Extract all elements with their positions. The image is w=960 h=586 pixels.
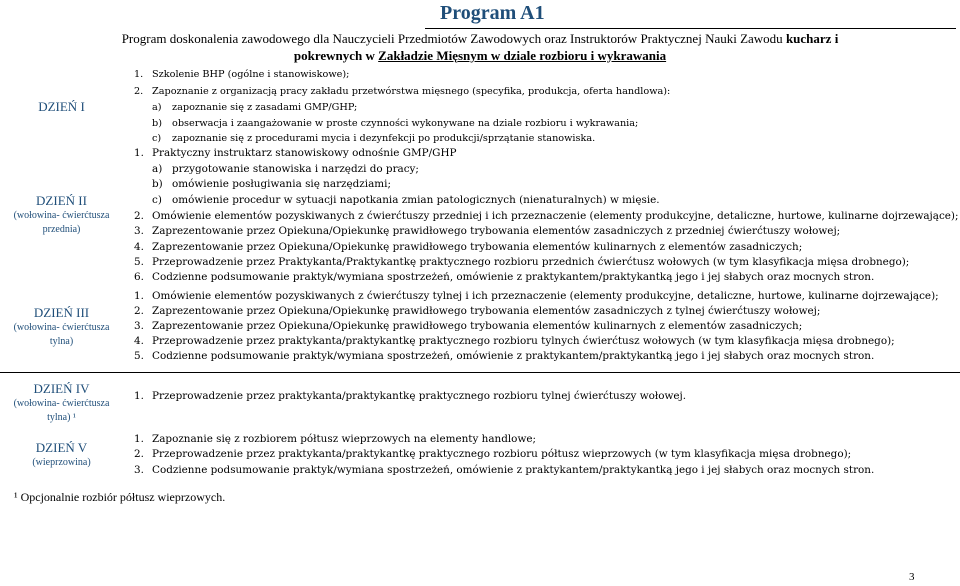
day2-item: [134, 241, 802, 254]
item-number: 1.: [134, 147, 144, 159]
item-text: obserwacja i zaangażowanie w proste czynności wykonywane na dziale rozbioru i wykrawania;: [172, 118, 639, 129]
item-number: 2.: [134, 305, 144, 317]
item-letter: b): [152, 118, 162, 129]
day-subtitle: przednia): [42, 224, 81, 235]
item-text: Zaprezentowanie przez Opiekuna/Opiekunkę prawidłowego trybowania elementów zasadniczych z tylnej ćwierćtuszy wołowej;: [152, 305, 821, 317]
item-number: 1.: [134, 69, 144, 80]
day-subtitle: (wieprzowina): [32, 457, 91, 468]
item-text: Przeprowadzenie przez praktykanta/praktykantkę praktycznego rozbioru tylnych ćwierćtusz wołowych (w tym klasyfikacja mięsa drobnego);: [152, 335, 895, 347]
item-letter: c): [152, 194, 162, 206]
item-text: Szkolenie BHP (ogólne i stanowiskowe);: [152, 69, 350, 80]
item-number: 4.: [134, 241, 144, 253]
program-description-text: Program doskonalenia zawodowego dla Nauczycieli Przedmiotów Zawodowych oraz Instruktorów Praktycznej Nauki Zawodu: [121, 31, 786, 46]
day-subtitle: (wołowina- ćwierćtusza: [13, 210, 110, 221]
item-number: 2.: [134, 448, 144, 460]
day1-subitem: [152, 132, 595, 145]
item-text: Codzienne podsumowanie praktyk/wymiana spostrzeżeń, omówienie z praktykantem/praktykantką jego i jej słabych oraz mocnych stron.: [152, 271, 875, 283]
day-2-label: [0, 193, 123, 237]
day1-item: [134, 85, 670, 98]
item-number: 5.: [134, 350, 144, 362]
item-number: 3.: [134, 464, 144, 476]
item-text: przygotowanie stanowiska i narzędzi do pracy;: [172, 163, 419, 175]
day3-item: [134, 290, 939, 303]
day2-item: [134, 271, 874, 284]
item-number: 1.: [134, 390, 144, 402]
item-text: omówienie procedur w sytuacji napotkania zmian patologicznych (nienaturalnych) w mięsie.: [172, 194, 660, 206]
item-text: zapoznanie się z zasadami GMP/GHP;: [172, 102, 358, 113]
section-divider: [0, 372, 960, 373]
item-text: Przeprowadzenie przez praktykanta/praktykantkę praktycznego rozbioru tylnej ćwierćtuszy wołowej.: [152, 390, 687, 402]
program-description-line2: [0, 48, 960, 64]
item-text: zapoznanie się z procedurami mycia i dezynfekcji po produkcji/sprzątanie stanowiska.: [172, 133, 596, 144]
day-name: DZIEŃ I: [38, 99, 85, 114]
item-letter: a): [152, 163, 163, 175]
page-title: Program A1: [440, 2, 545, 24]
day-1-label: [0, 99, 123, 115]
footnote: ¹ Opcjonalnie rozbiór półtusz wieprzowych.: [14, 490, 226, 504]
item-number: 3.: [134, 320, 144, 332]
page-number: 3: [909, 571, 915, 583]
item-number: 6.: [134, 271, 144, 283]
item-text: Zaprezentowanie przez Opiekuna/Opiekunkę prawidłowego trybowania elementów kulinarnych z elementów zasadniczych;: [152, 320, 803, 332]
item-number: 4.: [134, 335, 144, 347]
item-text: Zapoznanie z organizacją pracy zakładu przetwórstwa mięsnego (specyfika, produkcja, oferta handlowa):: [152, 86, 671, 97]
item-number: 2.: [134, 86, 144, 97]
item-text: Przeprowadzenie przez Praktykanta/Praktykantkę praktycznego rozbioru przednich ćwierćtusz wołowych (w tym klasyfikacja mięsa drobnego);: [152, 256, 910, 268]
day-name: DZIEŃ IV: [33, 381, 90, 396]
item-text: Codzienne podsumowanie praktyk/wymiana spostrzeżeń, omówienie z praktykantem/praktykantką jego i jej słabych oraz mocnych stron.: [152, 350, 875, 362]
item-letter: b): [152, 178, 163, 190]
day-subtitle: tylna) ¹: [47, 412, 76, 423]
day-5-label: [0, 440, 123, 470]
item-text: Omówienie elementów pozyskiwanych z ćwierćtuszy przedniej i ich przeznaczenie (elementy produkcyjne, detaliczne, hurtowe, kulinarne dojrzewające);: [152, 210, 959, 222]
day2-item: [134, 147, 457, 160]
item-text: Zaprezentowanie przez Opiekuna/Opiekunkę prawidłowego trybowania elementów zasadniczych z przedniej ćwierćtuszy wołowej;: [152, 225, 841, 237]
program-description-line1: [0, 31, 960, 47]
day3-item: [134, 320, 802, 333]
day3-item: [134, 350, 874, 363]
day-subtitle: tylna): [49, 336, 74, 347]
program-profession-bold-cont: pokrewnych w: [293, 48, 379, 63]
item-text: Codzienne podsumowanie praktyk/wymiana spostrzeżeń, omówienie z praktykantem/praktykantką jego i jej słabych oraz mocnych stron.: [152, 464, 875, 476]
day2-item: [134, 256, 909, 269]
day-subtitle: (wołowina- ćwierćtusza: [13, 322, 110, 333]
program-profession-bold: kucharz i: [785, 31, 839, 46]
item-text: Praktyczny instruktarz stanowiskowy odnośnie GMP/GHP: [152, 147, 457, 159]
item-number: 1.: [134, 290, 144, 302]
item-text: Zapoznanie się z rozbiorem półtusz wieprzowych na elementy handlowe;: [152, 433, 536, 445]
item-number: 2.: [134, 210, 144, 222]
day1-item: [134, 68, 349, 81]
day5-item: [134, 433, 536, 446]
day-4-label: [0, 381, 123, 425]
item-number: 1.: [134, 433, 144, 445]
program-workplace: Zakładzie Mięsnym w dziale rozbioru i wykrawania: [378, 48, 667, 63]
day5-item: [134, 464, 874, 477]
day2-subitem: [152, 194, 660, 207]
day1-subitem: [152, 117, 638, 130]
day-name: DZIEŃ III: [33, 305, 90, 320]
item-letter: c): [152, 133, 162, 144]
item-text: Zaprezentowanie przez Opiekuna/Opiekunkę prawidłowego trybowania elementów kulinarnych z elementów zasadniczych;: [152, 241, 803, 253]
item-text: Przeprowadzenie przez praktykanta/praktykantkę praktycznego rozbioru półtusz wieprzowych (w tym klasyfikacja mięsa drobnego);: [152, 448, 852, 460]
day-name: DZIEŃ V: [35, 440, 88, 455]
day-3-label: [0, 305, 123, 349]
day5-item: [134, 448, 851, 461]
item-text: Omówienie elementów pozyskiwanych z ćwierćtuszy tylnej i ich przeznaczenie (elementy produkcyjne, detaliczne, hurtowe, kulinarne dojrzewające);: [152, 290, 939, 302]
item-number: 5.: [134, 256, 144, 268]
day2-subitem: [152, 178, 391, 191]
item-text: omówienie posługiwania się narzędziami;: [172, 178, 391, 190]
day-subtitle: (wołowina- ćwierćtusza: [13, 398, 110, 409]
title-divider: [425, 28, 956, 29]
item-letter: a): [152, 102, 162, 113]
day4-item: [134, 390, 686, 403]
day2-subitem: [152, 163, 419, 176]
day2-item: [134, 210, 959, 223]
item-number: 3.: [134, 225, 144, 237]
title-bar: [0, 0, 960, 30]
day2-item: [134, 225, 840, 238]
day3-item: [134, 305, 820, 318]
day1-subitem: [152, 101, 357, 114]
day-name: DZIEŃ II: [36, 193, 87, 208]
day3-item: [134, 335, 895, 348]
